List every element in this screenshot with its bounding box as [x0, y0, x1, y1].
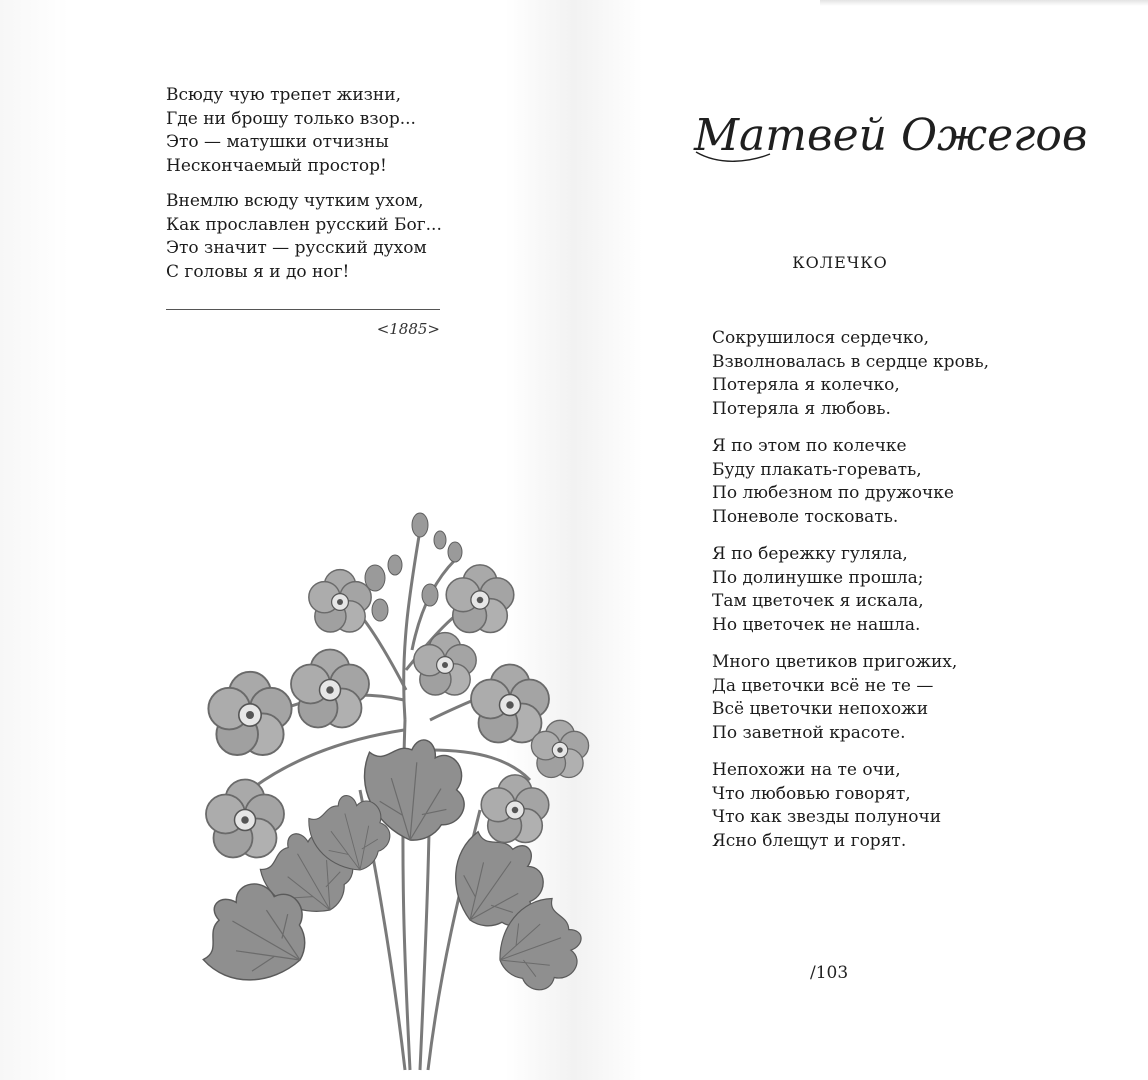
poem-line: Буду плакать-горевать, — [712, 459, 922, 480]
divider-rule — [166, 309, 440, 310]
page-number: /103 — [810, 963, 849, 983]
left-poem — [166, 84, 456, 296]
poem-line: Нескончаемый простор! — [166, 155, 387, 176]
poem-line: Всюду чую трепет жизни, — [166, 85, 401, 105]
poem-line: Это — матушки отчизны — [166, 132, 389, 152]
poem-title: КОЛЕЧКО — [792, 253, 888, 272]
poem-line: По любезном по дружочке — [712, 483, 954, 503]
stanza — [712, 759, 1032, 853]
author-signature — [690, 92, 1088, 172]
stanza — [166, 190, 456, 284]
poem-line: Я по этом по колечке — [712, 436, 907, 456]
poem-line: Это значит — русский духом — [166, 238, 427, 258]
stanza — [712, 543, 1032, 637]
poem-line: Внемлю всюду чутким ухом, — [166, 191, 424, 211]
poem-line: Потеряла я любовь. — [712, 398, 891, 419]
poem-line: Но цветочек не нашла. — [712, 614, 921, 635]
poem-line: Где ни брошу только взор... — [166, 108, 416, 129]
poem-line: Взволновалась в сердце кровь, — [712, 351, 990, 372]
poem-line: Ясно блещут и горят. — [712, 830, 907, 851]
poem-line: Всё цветочки непохожи — [712, 699, 929, 719]
primrose-illustration — [180, 490, 590, 1080]
poem-date: <1885> — [376, 320, 440, 338]
poem-line: Да цветочки всё не те — — [712, 675, 934, 696]
poem-line: Что как звезды полуночи — [712, 807, 942, 827]
stanza — [712, 435, 1032, 529]
poem-line: Я по бережку гуляла, — [712, 544, 908, 564]
poem-line: Поневоле тосковать. — [712, 506, 899, 527]
stanza — [712, 651, 1032, 745]
poem-line: Сокрушилося сердечко, — [712, 328, 930, 348]
poem-line: По заветной красоте. — [712, 722, 906, 743]
author-name: Матвей Ожегов — [694, 110, 1088, 161]
poem-line: Много цветиков пригожих, — [712, 652, 958, 672]
poem-line: По долинушке прошла; — [712, 567, 924, 588]
stanza — [166, 84, 456, 178]
poem-line: Как прославлен русский Бог... — [166, 214, 442, 235]
poem-line: Потеряла я колечко, — [712, 375, 900, 395]
stanza — [712, 327, 1032, 421]
poem-line: Что любовью говорят, — [712, 783, 911, 804]
poem-line: Непохожи на те очи, — [712, 760, 901, 780]
poem-line: Там цветочек я искала, — [712, 591, 924, 611]
right-poem — [712, 327, 1032, 867]
poem-line: С головы я и до ног! — [166, 261, 350, 282]
page-edge-shadow — [820, 0, 1148, 6]
